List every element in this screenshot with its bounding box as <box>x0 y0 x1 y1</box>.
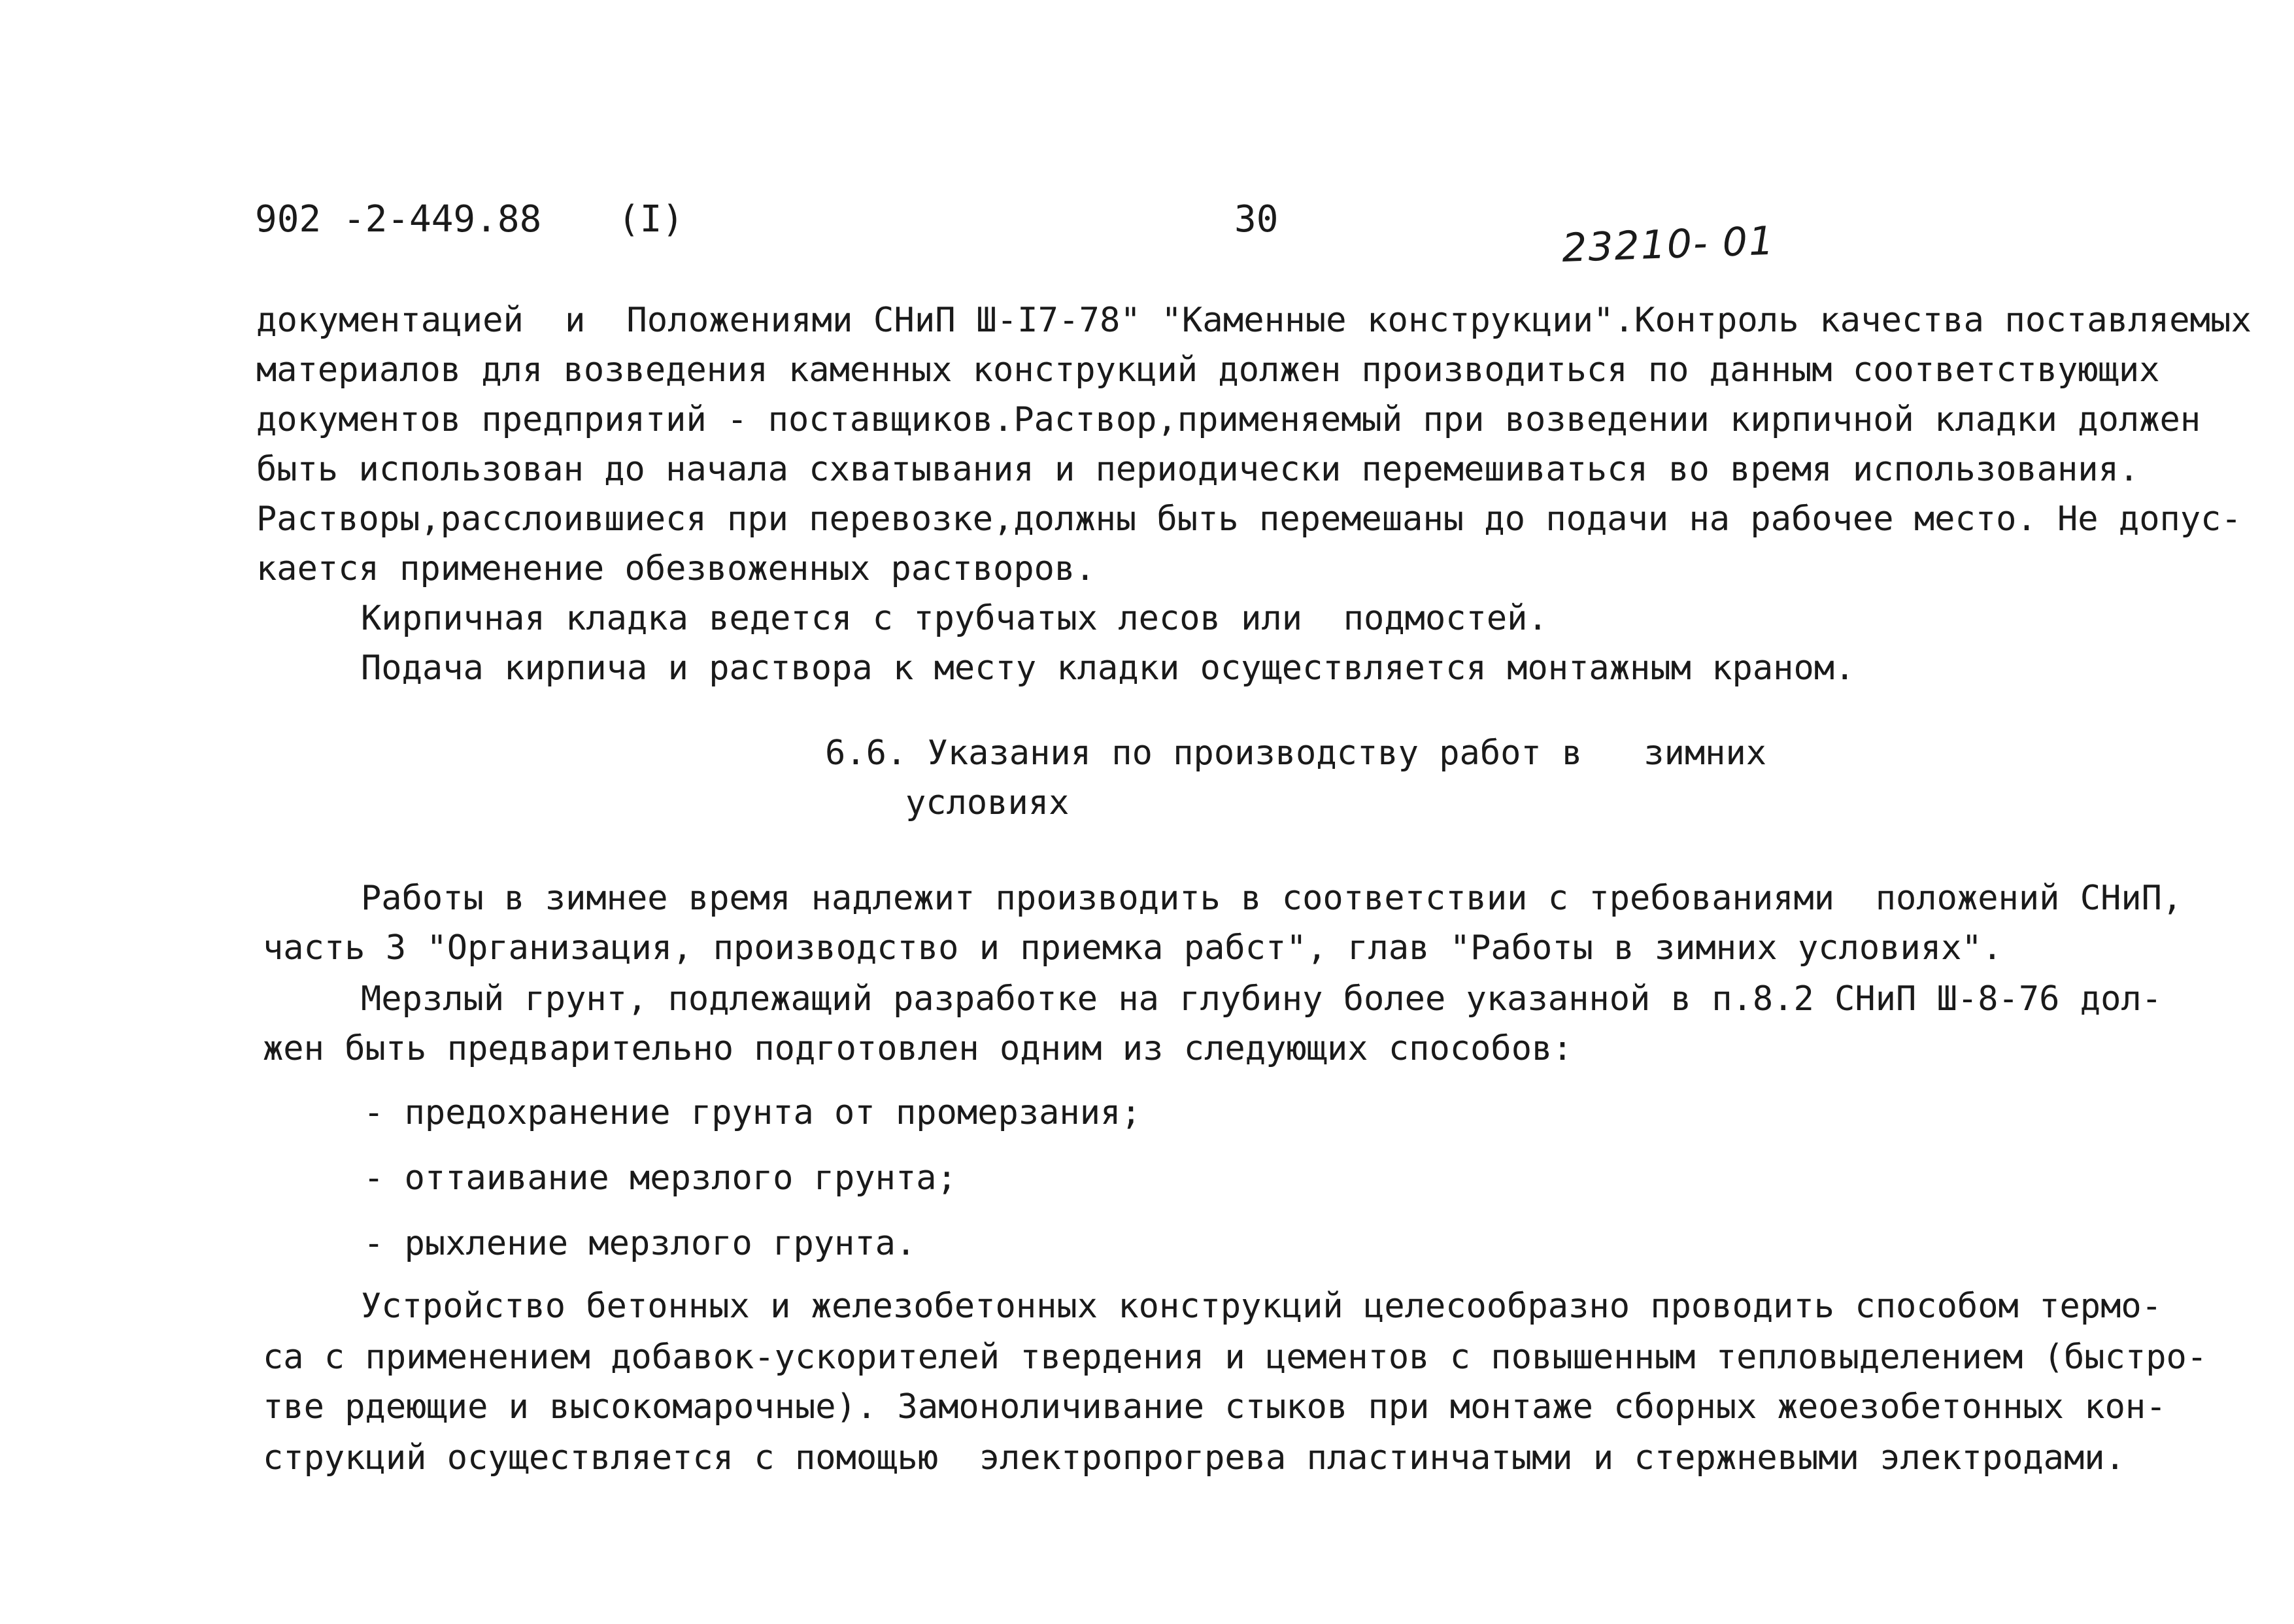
document-part: (I) <box>618 198 684 241</box>
text-line: Устройство бетонных и железобетонных конструкций целесообразно проводить способом термо- <box>361 1287 2162 1326</box>
text-line: Работы в зимнее время надлежит производить в соответствии с требованиями положений СНиП, <box>361 879 2183 918</box>
page-number: 30 <box>1234 198 1279 241</box>
handwritten-inventory-code: 23210- 01 <box>1561 218 1776 271</box>
section-title-continuation: условиях <box>905 783 1070 822</box>
document-number: 902 -2-449.88 <box>255 198 542 241</box>
text-line: документацией и Положениями СНиП Ш-I7-78" "Каменные конструкции".Контроль качества поставляемых <box>256 301 2252 340</box>
section-title: 6.6. Указания по производству работ в зимних <box>825 734 1767 773</box>
text-line: Мерзлый грунт, подлежащий разработке на глубину более указанной в п.8.2 СНиП Ш-8-76 дол- <box>361 979 2162 1019</box>
text-line: материалов для возведения каменных конструкций должен производиться по данным соответствующих <box>256 350 2160 390</box>
paragraph-scaffolding: Кирпичная кладка ведется с трубчатых лесов или подмостей. <box>361 599 1548 638</box>
list-item: - оттаивание мерзлого грунта; <box>363 1159 957 1198</box>
text-line: тве рдеющие и высокомарочные). Замоноличивание стыков при монтаже сборных жеоезобетонных кон- <box>263 1387 2167 1427</box>
text-line: са с применением добавок-ускорителей твердения и цементов с повышенным тепловыделением (быстро- <box>263 1338 2208 1377</box>
text-line: часть 3 "Организация, производство и приемка рабст", глав "Работы в зимних условиях". <box>263 928 2003 968</box>
text-line: документов предприятий - поставщиков.Раствор,применяемый при возведении кирпичной кладки должен <box>256 400 2201 439</box>
text-line: быть использован до начала схватывания и периодически перемешиваться во время использования. <box>256 450 2140 489</box>
text-line: Растворы,расслоившиеся при перевозке,должны быть перемешаны до подачи на рабочее место. Не допус- <box>256 499 2242 539</box>
text-line: жен быть предварительно подготовлен одним из следующих способов: <box>263 1029 1573 1068</box>
text-line: кается применение обезвоженных растворов. <box>256 549 1096 588</box>
paragraph-crane-delivery: Подача кирпича и раствора к месту кладки осуществляется монтажным краном. <box>361 649 1855 688</box>
text-line: струкций осуществляется с помощью электропрогрева пластинчатыми и стержневыми электродами. <box>263 1438 2125 1478</box>
list-item: - рыхление мерзлого грунта. <box>363 1224 917 1263</box>
list-item: - предохранение грунта от промерзания; <box>363 1093 1141 1132</box>
